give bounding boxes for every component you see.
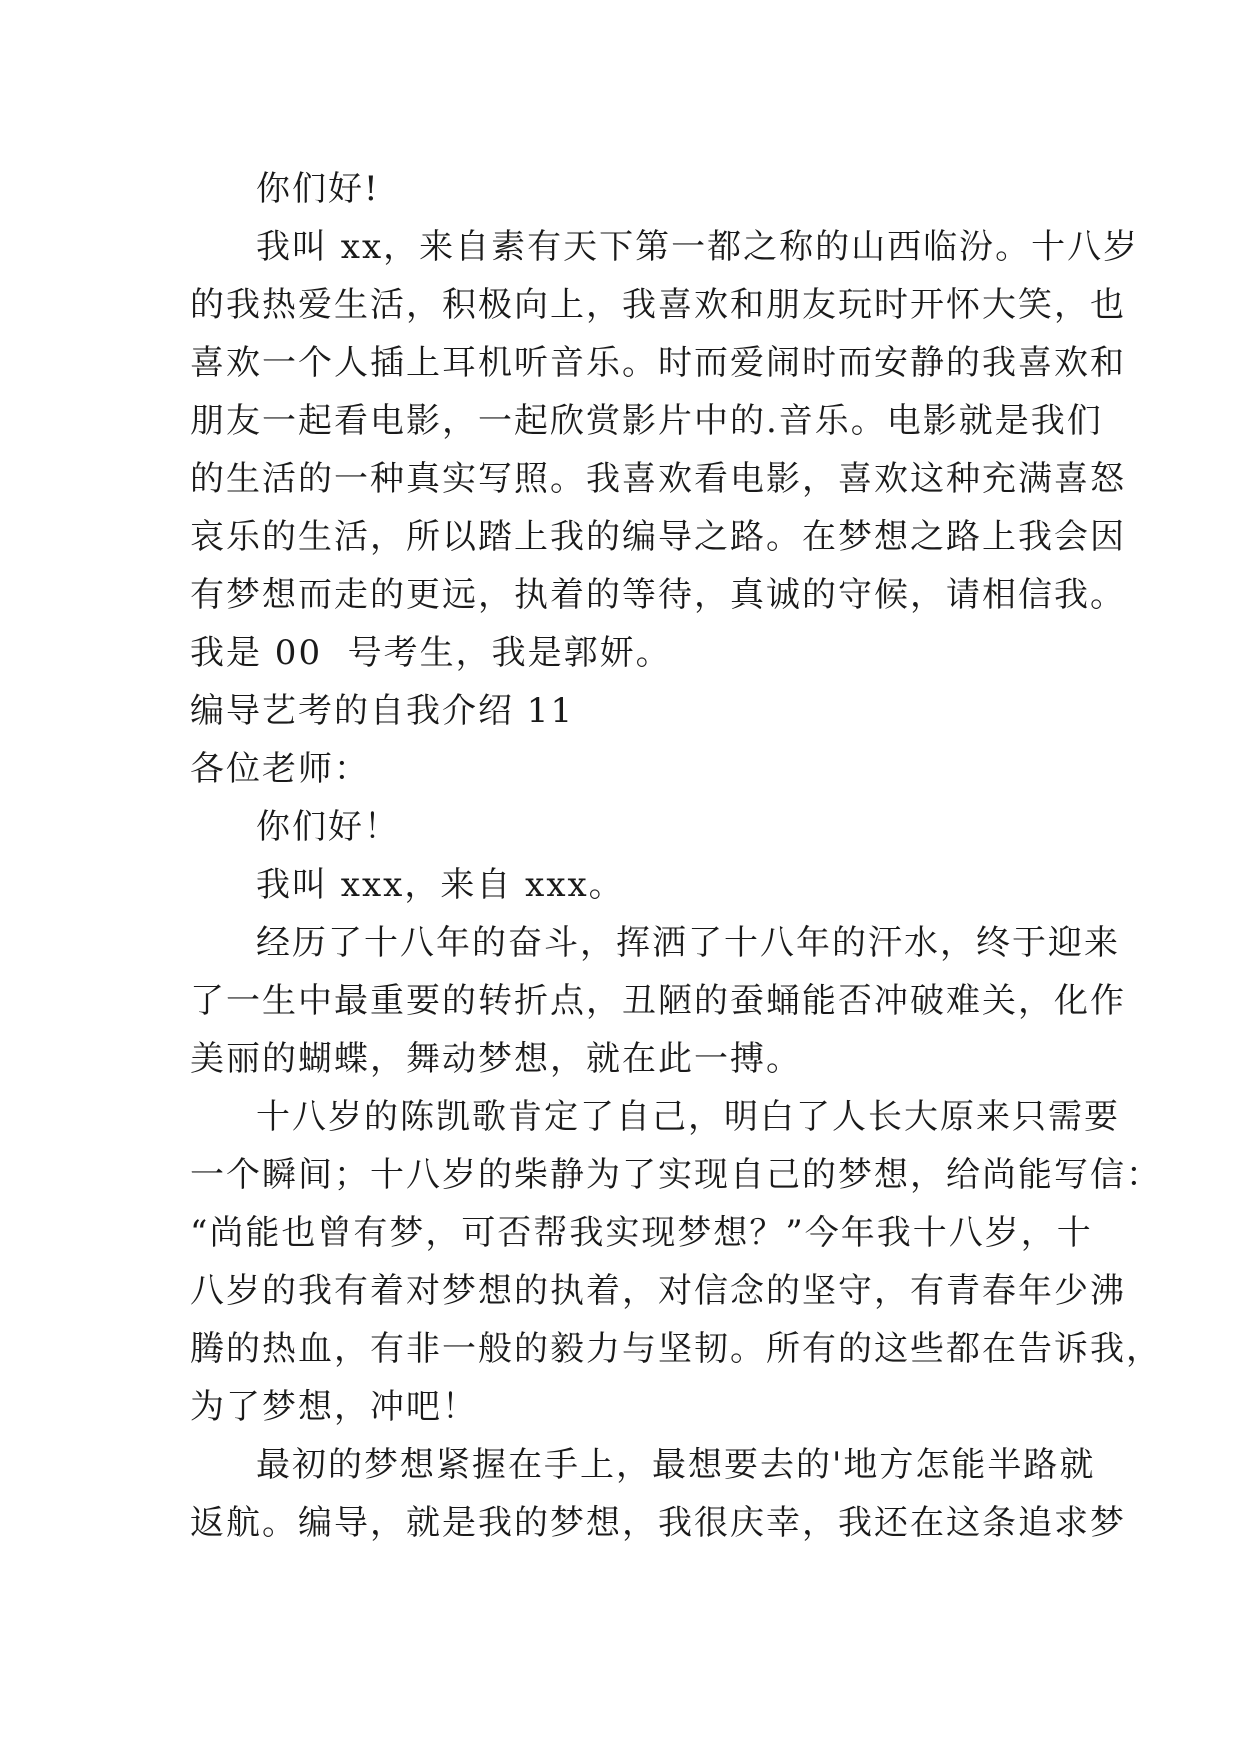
text-line: 最初的梦想紧握在手上，最想要去的'地方怎能半路就 (256, 1445, 1096, 1485)
text-line: 一个瞬间；十八岁的柴静为了实现自己的梦想，给尚能写信： (190, 1155, 1162, 1195)
text-line: 喜欢一个人插上耳机听音乐。时而爱闹时而安静的我喜欢和 (190, 343, 1126, 383)
text-line: 朋友一起看电影，一起欣赏影片中的.音乐。电影就是我们 (190, 401, 1103, 441)
text-line: 了一生中最重要的转折点，丑陋的蚕蛹能否冲破难关，化作 (190, 981, 1126, 1021)
text-line: 十八岁的陈凯歌肯定了自己，明白了人长大原来只需要 (256, 1097, 1120, 1137)
text-line: 腾的热血，有非一般的毅力与坚韧。所有的这些都在告诉我， (190, 1329, 1162, 1369)
text-line: 的我热爱生活，积极向上，我喜欢和朋友玩时开怀大笑，也 (190, 285, 1126, 325)
text-line: 美丽的蝴蝶，舞动梦想，就在此一搏。 (190, 1039, 802, 1079)
text-line: 经历了十八年的奋斗，挥洒了十八年的汗水，终于迎来 (256, 923, 1120, 963)
text-line: 八岁的我有着对梦想的执着，对信念的坚守，有青春年少沸 (190, 1271, 1126, 1311)
text-line: 我叫 xx，来自素有天下第一都之称的山西临汾。十八岁 (256, 227, 1140, 267)
text-line: 的生活的一种真实写照。我喜欢看电影，喜欢这种充满喜怒 (190, 459, 1126, 499)
section-heading: 编导艺考的自我介绍 11 (190, 691, 575, 731)
text-line: 返航。编导，就是我的梦想，我很庆幸，我还在这条追求梦 (190, 1503, 1126, 1543)
text-line: 为了梦想，冲吧！ (190, 1387, 478, 1427)
text-line: 哀乐的生活，所以踏上我的编导之路。在梦想之路上我会因 (190, 517, 1126, 557)
greeting-line: 你们好! (256, 169, 380, 209)
text-line: “尚能也曾有梦，可否帮我实现梦想？”今年我十八岁，十 (190, 1213, 1093, 1253)
greeting-line: 你们好！ (256, 807, 400, 847)
salutation-line: 各位老师： (190, 749, 370, 789)
text-line: 我叫 xxx，来自 xxx。 (256, 865, 625, 905)
text-line: 有梦想而走的更远，执着的等待，真诚的守候，请相信我。 (190, 575, 1126, 615)
text-line: 我是 00 号考生，我是郭妍。 (190, 633, 672, 673)
